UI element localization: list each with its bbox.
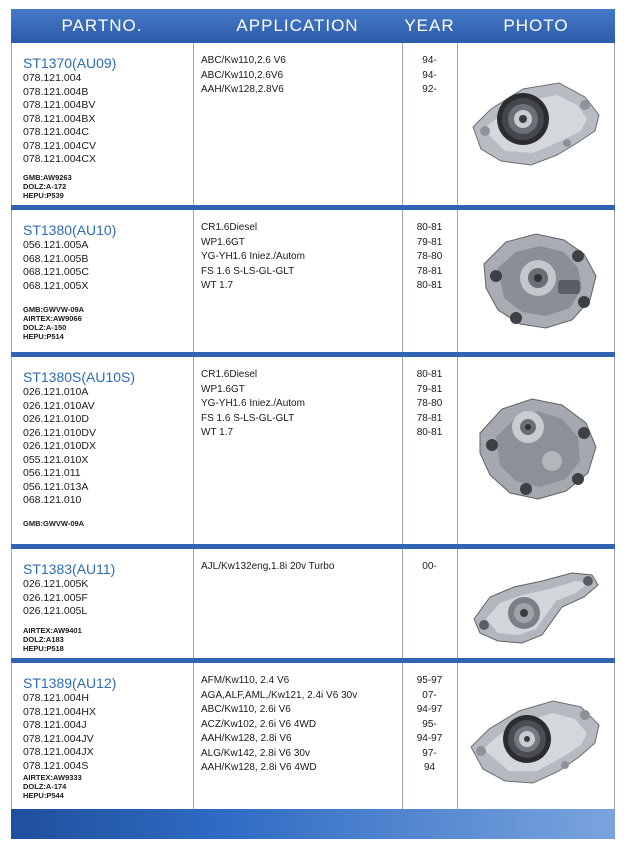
part-number: 068.121.005B <box>23 252 89 265</box>
part-number: 078.121.004JX <box>23 746 94 758</box>
photo-cell <box>457 210 615 336</box>
application-line: AFM/Kw110, 2.4 V6 <box>201 675 290 686</box>
application-line: FS 1.6 S-LS-GL-GLT <box>201 412 295 424</box>
header-part-no: PARTNO. <box>61 16 143 35</box>
cross-reference: GMB:GWVW-09A <box>23 305 85 314</box>
year-value: 79-81 <box>416 383 443 395</box>
part-number: 078.121.004J <box>23 719 87 731</box>
part-number: 026.121.010A <box>23 386 89 398</box>
part-number: 078.121.004C <box>23 126 89 138</box>
year-value: 94-97 <box>416 704 443 715</box>
year-value: 07- <box>422 689 437 701</box>
part-number: 056.121.005A <box>23 239 89 251</box>
part-number: 026.121.010D <box>23 413 89 425</box>
model-code: ST1370(AU09) <box>23 55 117 71</box>
application-cell <box>201 674 399 776</box>
application-cell <box>201 560 399 575</box>
cross-reference: DOLZ:A-172 <box>23 181 67 191</box>
cross-reference-list <box>23 305 191 341</box>
year-cell <box>407 368 452 441</box>
year-cell <box>407 54 452 98</box>
part-number: 078.121.004JV <box>23 732 94 745</box>
part-number-list <box>23 239 191 293</box>
header-year: YEAR <box>404 16 455 35</box>
footer-bar <box>11 809 615 839</box>
cross-reference: HEPU:P544 <box>23 791 64 800</box>
cross-reference: HEPU:P514 <box>23 332 64 341</box>
application-line: ABC/Kw110, 2.6i V6 <box>201 704 291 715</box>
application-line: AAH/Kw128, 2.8i V6 <box>201 733 292 744</box>
year-value: 94- <box>422 55 437 66</box>
year-value: 78-80 <box>416 398 443 409</box>
part-number: 078.121.004CX <box>23 153 96 165</box>
year-cell <box>407 560 452 575</box>
year-cell <box>407 674 452 776</box>
part-number: 026.121.010DX <box>23 440 96 452</box>
cross-reference: AIRTEX:AW9401 <box>23 625 82 635</box>
year-value: 80-81 <box>416 427 443 438</box>
year-value: 79-81 <box>416 236 443 248</box>
application-line: YG-YH1.6 Iniez./Autom <box>201 398 305 409</box>
application-cell <box>201 368 399 441</box>
product-row <box>11 549 615 658</box>
water-pump-image <box>461 69 611 179</box>
product-row <box>11 357 615 544</box>
application-line: ALG/Kw142, 2.8i V6 30v <box>201 747 310 759</box>
part-number: 026.121.005L <box>23 605 88 617</box>
product-row <box>11 210 615 352</box>
application-line: ABC/Kw110,2.6 V6 <box>201 55 286 66</box>
part-number: 078.121.004HX <box>23 705 96 718</box>
cross-reference: DOLZ:A-174 <box>23 782 67 791</box>
header-photo: PHOTO <box>503 16 569 35</box>
model-code: ST1380S(AU10S) <box>23 369 136 385</box>
water-pump-image <box>466 224 606 336</box>
model-code: ST1383(AU11) <box>23 561 116 577</box>
application-line: CR1.6Diesel <box>201 222 258 233</box>
cross-reference: DOLZ:A183 <box>23 634 64 644</box>
model-code: ST1389(AU12) <box>23 675 117 691</box>
product-row <box>11 663 615 809</box>
part-number: 026.121.005F <box>23 591 88 604</box>
product-row <box>11 43 615 205</box>
application-line: ABC/Kw110,2.6V6 <box>201 69 284 81</box>
application-line: WT 1.7 <box>201 427 234 438</box>
cross-reference: AIRTEX:AW9333 <box>23 773 82 782</box>
part-number: 078.121.004B <box>23 85 89 98</box>
application-line: WT 1.7 <box>201 280 234 291</box>
application-cell <box>201 221 399 294</box>
year-value: 80-81 <box>416 280 443 291</box>
application-cell <box>201 54 399 98</box>
part-cell <box>23 663 191 800</box>
part-number: 078.121.004BV <box>23 99 96 111</box>
header-application: APPLICATION <box>236 16 359 35</box>
part-number: 026.121.010DV <box>23 426 96 439</box>
part-number: 068.121.010 <box>23 494 82 506</box>
year-value: 78-80 <box>416 251 443 262</box>
application-line: AAH/Kw128, 2.8i V6 4WD <box>201 762 317 773</box>
application-line: AJL/Kw132eng,1.8i 20v Turbo <box>201 561 335 572</box>
part-cell <box>23 43 191 200</box>
part-number: 056.121.013A <box>23 480 89 493</box>
year-value: 78-81 <box>416 412 443 424</box>
cross-reference: HEPU:P518 <box>23 643 64 653</box>
year-value: 92- <box>422 84 437 95</box>
water-pump-image <box>461 685 611 795</box>
year-value: 95- <box>422 718 437 730</box>
cross-reference: HEPU:P539 <box>23 190 64 200</box>
cross-reference-list <box>23 519 191 528</box>
model-code: ST1380(AU10) <box>23 222 117 238</box>
year-value: 00- <box>422 561 437 572</box>
application-line: ACZ/Kw102, 2.6i V6 4WD <box>201 718 317 730</box>
part-number-list <box>23 72 191 167</box>
year-value: 94 <box>423 762 436 773</box>
year-value: 94- <box>422 69 437 81</box>
part-number: 078.121.004BX <box>23 112 96 125</box>
water-pump-image <box>466 561 606 651</box>
application-line: AGA,ALF,AML,/Kw121, 2.4i V6 30v <box>201 689 358 701</box>
year-value: 78-81 <box>416 265 443 277</box>
application-line: WP1.6GT <box>201 383 245 395</box>
part-number: 026.121.005K <box>23 578 89 590</box>
part-number: 026.121.010AV <box>23 399 95 412</box>
part-number: 078.121.004H <box>23 692 89 704</box>
table-header <box>11 9 615 43</box>
photo-cell <box>457 357 615 507</box>
year-cell <box>407 221 452 294</box>
application-line: CR1.6Diesel <box>201 369 258 380</box>
water-pump-image <box>466 387 606 507</box>
part-cell <box>23 549 191 653</box>
application-line: AAH/Kw128,2.8V6 <box>201 84 284 95</box>
photo-cell <box>457 663 615 795</box>
year-value: 80-81 <box>416 222 443 233</box>
cross-reference: GMB:GWVW-09A <box>23 518 85 528</box>
year-value: 94-97 <box>416 733 443 744</box>
part-number: 068.121.005X <box>23 279 89 292</box>
application-line: WP1.6GT <box>201 236 245 248</box>
cross-reference: DOLZ:A-150 <box>23 323 67 332</box>
part-number: 056.121.011 <box>23 467 81 479</box>
part-number-list <box>23 578 191 619</box>
application-line: FS 1.6 S-LS-GL-GLT <box>201 265 295 277</box>
cross-reference-list <box>23 173 191 200</box>
part-number: 068.121.005C <box>23 266 89 278</box>
year-value: 95-97 <box>416 675 443 686</box>
part-number: 078.121.004S <box>23 759 89 772</box>
cross-reference-list <box>23 773 191 800</box>
application-line: YG-YH1.6 Iniez./Autom <box>201 251 305 262</box>
year-value: 97- <box>422 747 437 759</box>
part-number: 078.121.004 <box>23 72 82 84</box>
year-value: 80-81 <box>416 369 443 380</box>
cross-reference: GMB:AW9263 <box>23 172 72 182</box>
part-cell <box>23 357 191 528</box>
part-number: 055.121.010X <box>23 453 89 466</box>
photo-cell <box>457 43 615 179</box>
part-number-list <box>23 692 191 773</box>
cross-reference-list <box>23 626 191 653</box>
photo-cell <box>457 549 615 651</box>
part-cell <box>23 210 191 341</box>
part-number-list <box>23 386 191 508</box>
cross-reference: AIRTEX:AW9066 <box>23 314 82 323</box>
part-number: 078.121.004CV <box>23 139 96 152</box>
